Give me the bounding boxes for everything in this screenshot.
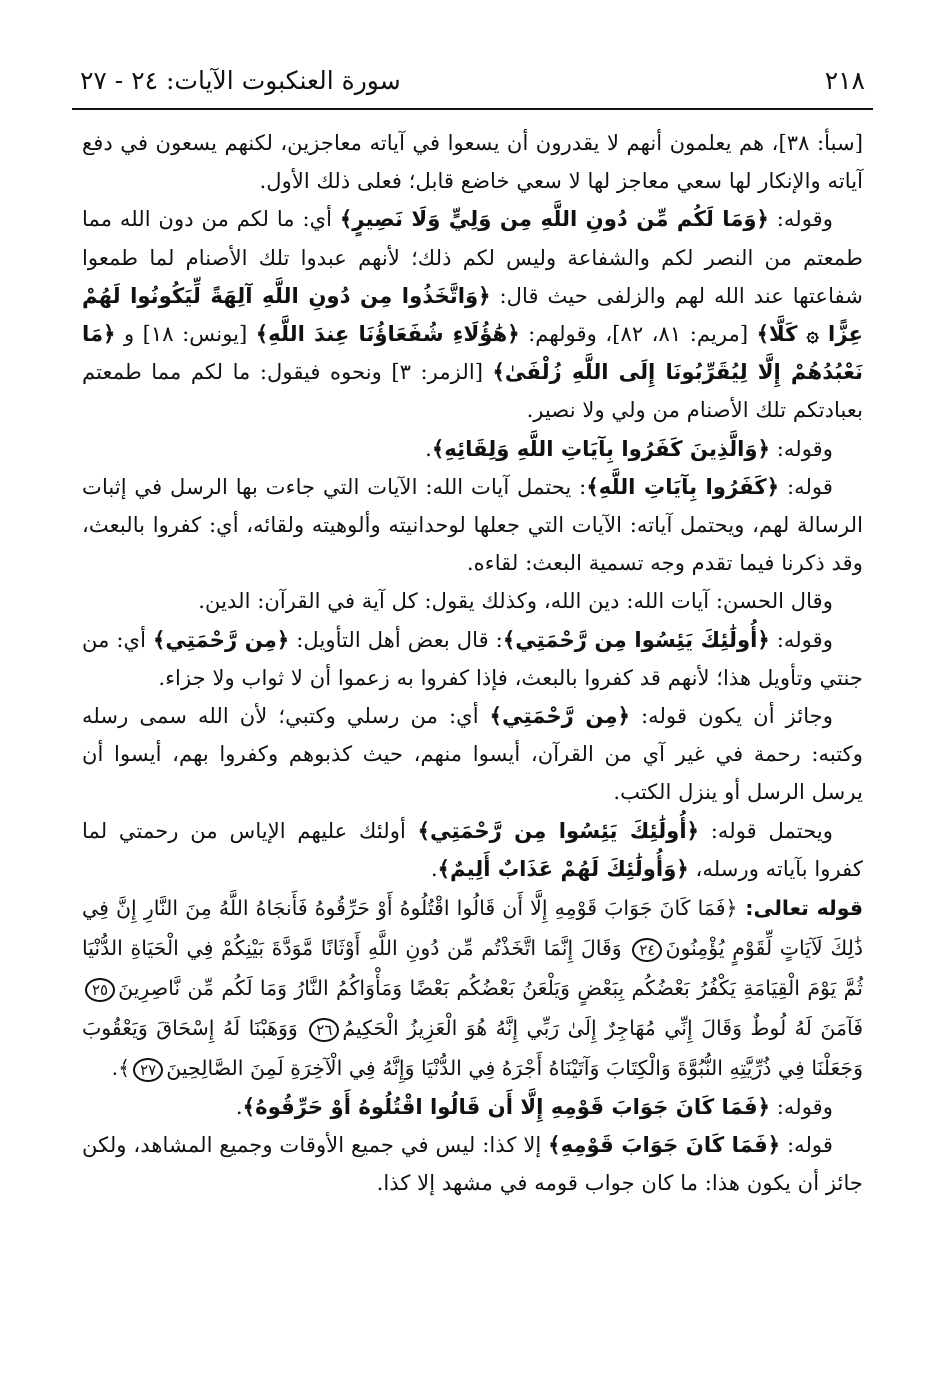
text-line: [سبأ: ٣٨]، هم يعلمون أنهم لا يقدرون أن يسعوا في آياته معاجزين، لكنهم يسعون في <box>120 130 863 155</box>
quran-quote: ﴿وَاتَّخَذُوا مِن دُونِ اللَّهِ آلِهَةً لِّيَكُونُوا لَهُمْ عِزًّا ۞ كَلَّا﴾ <box>82 282 863 347</box>
ayah-number: ٢٦ <box>309 1018 339 1042</box>
text: . <box>425 435 432 461</box>
text: : قال بعض أهل التأويل: <box>289 626 503 652</box>
quran-quote: ﴿مِن رَّحْمَتِي﴾ <box>489 703 631 729</box>
text: وقوله: <box>769 626 833 652</box>
paragraph <box>82 430 863 468</box>
verse-text: وَوَهَبْنَا لَهُ إِسْحَاقَ وَيَعْقُوبَ وَجَعَلْنَا فِي ذُرِّيَّتِهِ النُّبُوَّةَ وَالْكِتَابَ وَآتَيْنَاهُ أَجْرَهُ فِي الدُّنْيَا وَإِنَّهُ فِي الْآخِرَةِ لَمِنَ الصَّالِحِينَ <box>82 1016 863 1081</box>
text-line: دفع آياته والإنكار لها سعي معاجز لها لا سعي خاضع قابل؛ فعلى ذلك الأول. <box>82 130 863 194</box>
quran-quote: ﴿أُولَٰئِكَ يَئِسُوا مِن رَّحْمَتِي﴾ <box>502 626 770 652</box>
text: [الزمر: ٣] ونحوه فيقول: ما لكم مما طمعتم بعبادتكم تلك الأصنام من ولي ولا نصير. <box>82 359 863 423</box>
paragraph <box>82 1088 863 1126</box>
paragraph <box>82 1126 863 1202</box>
text: : يحتمل آيات الله: الآيات التي جاءت بها الرسل في إثبات الرسالة لهم، ويحتمل آياته: الآيات التي جعلها لوحدانيته وألوهيته ولقائه، أي: كفروا بالبعث، وقد ذكرنا فيما تقدم وجه تسمية البعث: لقاءه. <box>82 473 863 576</box>
header-rule <box>72 108 873 110</box>
text: وقوله: <box>770 1094 833 1120</box>
verse-text: ﴾. <box>111 1056 131 1081</box>
paragraph <box>82 812 863 888</box>
text: وجائز أن يكون قوله: <box>630 703 833 729</box>
verse-text: فَآمَنَ لَهُ لُوطٌ وَقَالَ إِنِّي مُهَاجِرٌ إِلَىٰ رَبِّي إِنَّهُ هُوَ الْعَزِيزُ الْحَكِيمُ <box>342 1016 863 1041</box>
ayah-number: ٢٤ <box>632 938 662 962</box>
text: . <box>430 855 438 881</box>
text: قوله: <box>780 1132 833 1158</box>
ayah-number: ٢٧ <box>133 1058 163 1082</box>
text: إلا كذا: ليس في جميع الأوقات وجميع المشاهد، ولكن جائز أن يكون هذا: ما كان جواب قومه في مشهد إلا كذا. <box>82 1132 863 1196</box>
quran-quote: ﴿وَالَّذِينَ كَفَرُوا بِآيَاتِ اللَّهِ وَلِقَائِهِ﴾ <box>431 435 770 461</box>
quran-quote: ﴿وَأُولَٰئِكَ لَهُمْ عَذَابٌ أَلِيمٌ﴾ <box>437 855 689 881</box>
paragraph: وقال الحسن: آيات الله: دين الله، وكذلك يقول: كل آية في القرآن: الدين. <box>198 588 833 614</box>
page-body <box>82 124 863 1203</box>
text: . <box>235 1094 243 1120</box>
page-number: ٢١٨ <box>824 66 865 95</box>
text: وقوله: <box>770 435 833 461</box>
paragraph <box>82 697 863 812</box>
text: أولئك عليهم الإياس من رحمتي لما كفروا بآياته ورسله، <box>82 817 863 881</box>
text: وقوله: <box>768 206 833 232</box>
verse-text: ﴿فَمَا كَانَ جَوَابَ قَوْمِهِ إِلَّا أَن قَالُوا اقْتُلُوهُ أَوْ حَرِّقُوهُ فَأَنجَاهُ اللَّهُ مِنَ النَّارِ إِنَّ فِي ذَٰلِكَ لَآيَاتٍ لِّقَوْمٍ يُؤْمِنُونَ <box>82 896 863 961</box>
running-title: سورة العنكبوت الآيات: ٢٤ - ٢٧ <box>80 66 401 95</box>
text: أي: من رسلي وكتبي؛ لأن الله سمى رسله وكتبه: رحمة في غير آي من القرآن، أيسوا منهم، حيث كذبوهم وكفروا بهم، أيسوا أن يرسل الرسل أو ينزل الكتب. <box>82 703 863 805</box>
text: ويحتمل قوله: <box>699 817 834 843</box>
verse-block <box>82 888 863 1088</box>
quran-quote: ﴿أُولَٰئِكَ يَئِسُوا مِن رَّحْمَتِي﴾ <box>417 817 700 843</box>
quran-quote: ﴿مَا نَعْبُدُهُمْ إِلَّا لِيُقَرِّبُونَا إِلَى اللَّهِ زُلْفَىٰ﴾ <box>82 321 864 385</box>
quran-quote: ﴿فَمَا كَانَ جَوَابَ قَوْمِهِ﴾ <box>548 1132 781 1158</box>
text: قوله: <box>779 473 833 499</box>
quran-quote: ﴿كَفَرُوا بِآيَاتِ اللَّهِ﴾ <box>586 473 780 499</box>
text: أي: من جنتي وتأويل هذا؛ لأنهم قد كفروا بالبعث، فإذا كفروا به زعموا أن لا ثواب ولا جزاء. <box>82 626 863 690</box>
text: أي: ما لكم من دون الله مما طمعتم من النصر لكم والشفاعة وليس لكم ذلك؛ لأنهم عبدوا تلك الأصنام لما طمعوا شفاعتها عند الله لهم والزلفى حيث قال: <box>82 206 863 308</box>
quran-quote: ﴿فَمَا كَانَ جَوَابَ قَوْمِهِ إِلَّا أَن قَالُوا اقْتُلُوهُ أَوْ حَرِّقُوهُ﴾ <box>242 1094 770 1120</box>
quran-quote: ﴿وَمَا لَكُم مِّن دُونِ اللَّهِ مِن وَلِيٍّ وَلَا نَصِيرٍ﴾ <box>339 206 769 232</box>
paragraph <box>82 124 863 200</box>
text: [مريم: ٨١، ٨٢]، وقولهم: <box>519 321 757 347</box>
paragraph <box>82 468 863 583</box>
quran-quote: ﴿مِن رَّحْمَتِي﴾ <box>152 626 290 652</box>
verse-text: وَقَالَ إِنَّمَا اتَّخَذْتُم مِّن دُونِ اللَّهِ أَوْثَانًا مَّوَدَّةَ بَيْنِكُمْ فِي الْحَيَاةِ الدُّنْيَا ثُمَّ يَوْمَ الْقِيَامَةِ يَكْفُرُ بَعْضُكُم بِبَعْضٍ وَيَلْعَنُ بَعْضُكُم بَعْضًا وَمَأْوَاكُمُ النَّارُ وَمَا لَكُم مِّن نَّاصِرِينَ <box>82 936 863 1001</box>
page-header <box>72 66 873 108</box>
paragraph <box>82 621 863 697</box>
verse-label: قوله تعالى: <box>737 896 864 921</box>
ayah-number: ٢٥ <box>85 978 115 1002</box>
quran-quote: ﴿هَٰؤُلَاءِ شُفَعَاؤُنَا عِندَ اللَّهِ﴾ <box>255 321 520 347</box>
paragraph <box>82 200 863 429</box>
text: [يونس: ١٨] و <box>115 321 256 347</box>
